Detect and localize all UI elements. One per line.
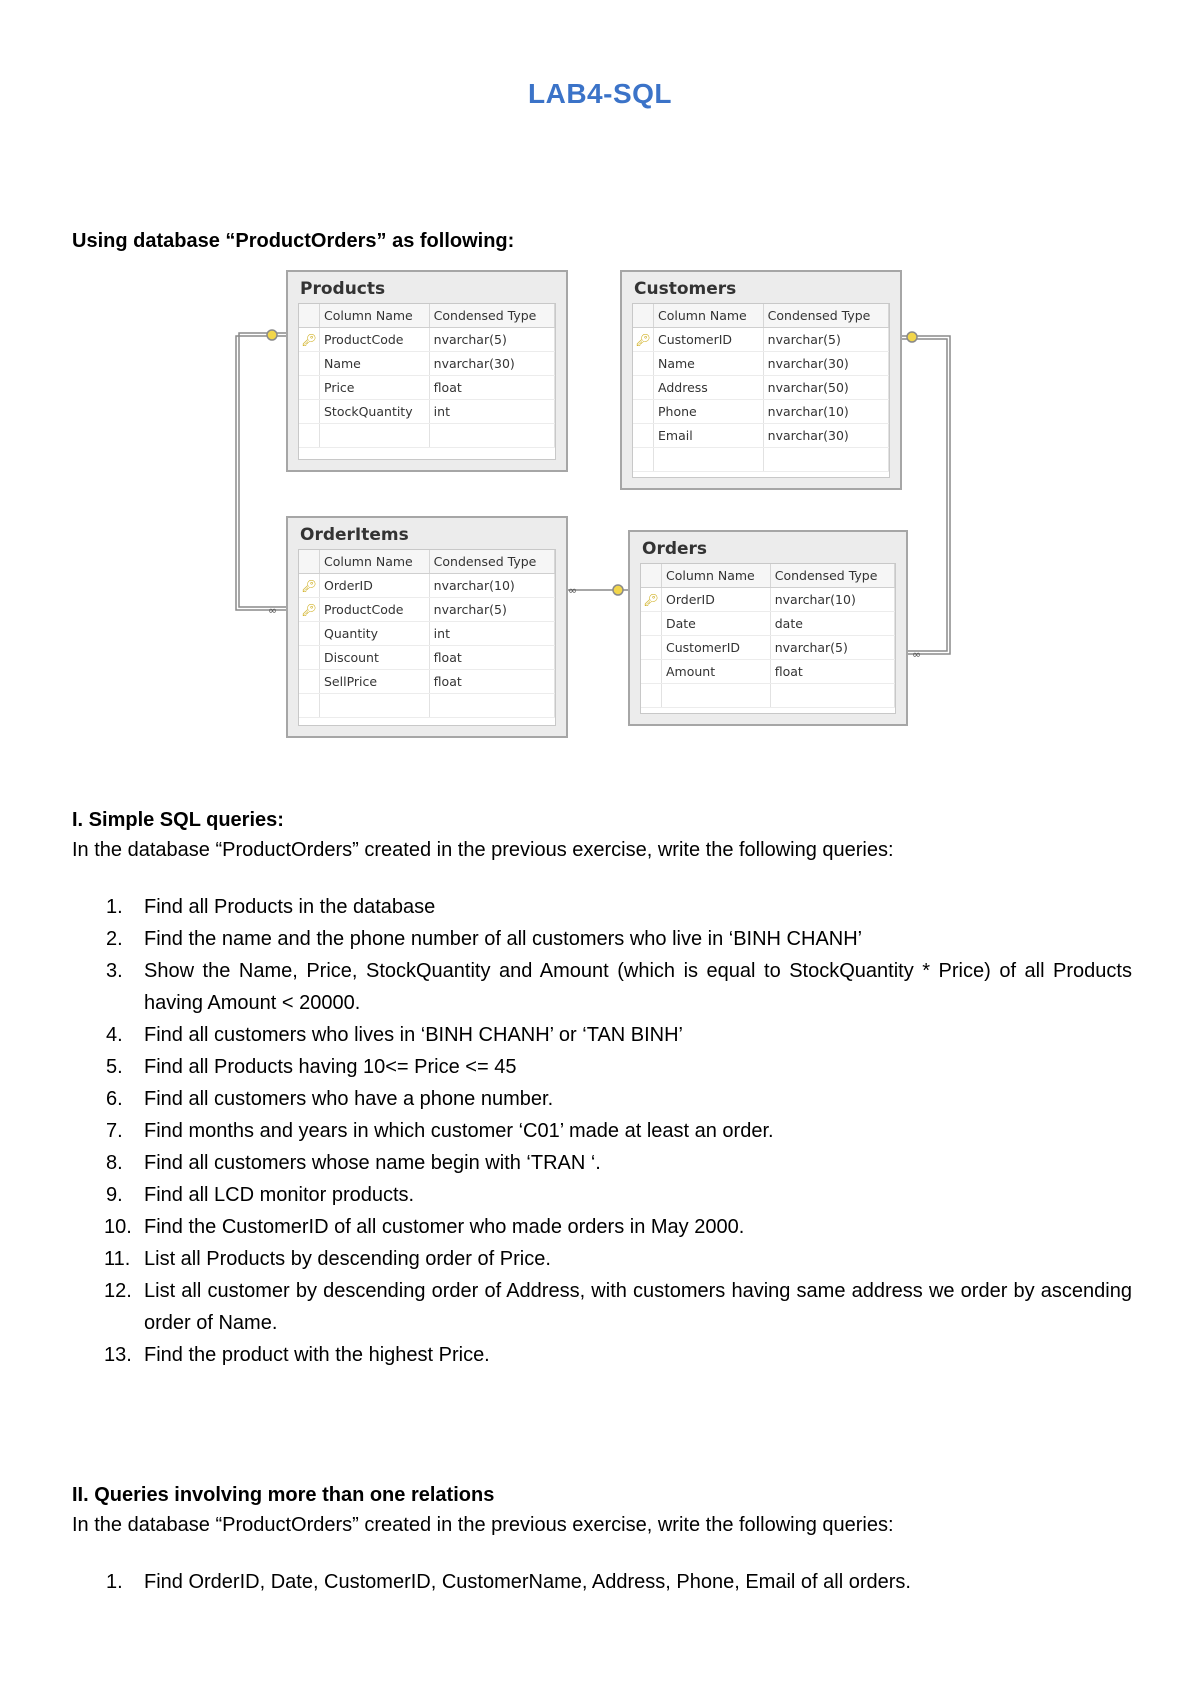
table-row: 🔑︎ OrderID nvarchar(10) xyxy=(299,574,555,598)
list-item: 1. Find OrderID, Date, CustomerID, CustomerName, Address, Phone, Email of all orders. xyxy=(106,1571,911,1593)
table-row: Price float xyxy=(299,376,555,400)
list-item: 11. List all Products by descending order of Price. xyxy=(104,1248,551,1270)
key-icon: 🔑︎ xyxy=(643,593,659,607)
col-header: Column Name xyxy=(320,550,430,574)
page-title: LAB4-SQL xyxy=(528,78,672,109)
key-endpoint-icon xyxy=(907,332,917,342)
infinity-icon: ∞ xyxy=(568,584,578,597)
table-grid xyxy=(632,303,890,478)
table-title: Orders xyxy=(642,539,708,559)
table-title: Customers xyxy=(634,279,737,299)
key-icon: 🔑︎ xyxy=(635,333,651,347)
list-item: 2. Find the name and the phone number of all customers who live in ‘BINH CHANH’ xyxy=(106,928,863,950)
section-simple-queries xyxy=(72,805,1132,1371)
list-item: 12. List all customer by descending order of Address, with customers having same address we order by ascending order of Name. xyxy=(104,1280,1132,1334)
query-list xyxy=(72,891,1132,1371)
col-header: Condensed Type xyxy=(770,564,894,588)
infinity-icon: ∞ xyxy=(268,604,278,617)
table-row: 🔑︎ ProductCode nvarchar(5) xyxy=(299,328,555,352)
col-header: Condensed Type xyxy=(763,304,888,328)
table-row: SellPrice float xyxy=(299,670,555,694)
table-customers[interactable] xyxy=(620,270,902,490)
section-description: In the database “ProductOrders” created in the previous exercise, write the following queries: xyxy=(72,1514,894,1536)
list-item: 10. Find the CustomerID of all customer who made orders in May 2000. xyxy=(104,1216,745,1238)
table-row: Amount float xyxy=(641,660,895,684)
key-endpoint-icon xyxy=(613,585,623,595)
section-heading: II. Queries involving more than one relations xyxy=(72,1484,495,1506)
table-grid xyxy=(640,563,896,714)
query-list xyxy=(72,1566,1132,1598)
table-row: 🔑︎ OrderID nvarchar(10) xyxy=(641,588,895,612)
key-icon: 🔑︎ xyxy=(301,603,317,617)
key-icon: 🔑︎ xyxy=(301,333,317,347)
infinity-icon: ∞ xyxy=(912,648,922,661)
intro-text: Using database “ProductOrders” as following: xyxy=(72,230,515,252)
table-title: Products xyxy=(300,279,386,299)
table-orderitems[interactable] xyxy=(286,516,568,738)
key-icon: 🔑︎ xyxy=(301,579,317,593)
section-description: In the database “ProductOrders” created in the previous exercise, write the following queries: xyxy=(72,839,894,861)
table-row: Address nvarchar(50) xyxy=(633,376,889,400)
table-grid xyxy=(298,303,556,460)
col-header: Condensed Type xyxy=(429,550,554,574)
section-multi-relation-queries xyxy=(72,1480,1132,1598)
table-row: Email nvarchar(30) xyxy=(633,424,889,448)
table-row: Phone nvarchar(10) xyxy=(633,400,889,424)
list-item: 9. Find all LCD monitor products. xyxy=(106,1184,415,1206)
section-heading: I. Simple SQL queries: xyxy=(72,809,284,831)
table-products[interactable] xyxy=(286,270,568,472)
table-row: CustomerID nvarchar(5) xyxy=(641,636,895,660)
table-title: OrderItems xyxy=(300,525,409,545)
list-item: 6. Find all customers who have a phone number. xyxy=(106,1088,554,1110)
table-row: Date date xyxy=(641,612,895,636)
list-item: 4. Find all customers who lives in ‘BINH CHANH’ or ‘TAN BINH’ xyxy=(106,1024,684,1046)
list-item: 8. Find all customers whose name begin with ‘TRAN ‘. xyxy=(106,1152,601,1174)
table-row: Name nvarchar(30) xyxy=(633,352,889,376)
list-item: 5. Find all Products having 10<= Price <= 45 xyxy=(106,1056,517,1078)
table-row: 🔑︎ CustomerID nvarchar(5) xyxy=(633,328,889,352)
col-header: Condensed Type xyxy=(429,304,554,328)
list-item: 3. Show the Name, Price, StockQuantity and Amount (which is equal to StockQuantity * Price) of all Products having Amount < 20000. xyxy=(106,960,1132,1014)
list-item: 7. Find months and years in which customer ‘C01’ made at least an order. xyxy=(106,1120,774,1142)
table-orders[interactable] xyxy=(628,530,908,726)
col-header: Column Name xyxy=(654,304,764,328)
col-header: Column Name xyxy=(320,304,430,328)
table-row: 🔑︎ ProductCode nvarchar(5) xyxy=(299,598,555,622)
table-row: Name nvarchar(30) xyxy=(299,352,555,376)
table-grid xyxy=(298,549,556,726)
list-item: 13. Find the product with the highest Price. xyxy=(104,1344,490,1366)
table-row: StockQuantity int xyxy=(299,400,555,424)
table-row: Quantity int xyxy=(299,622,555,646)
key-endpoint-icon xyxy=(267,330,277,340)
col-header: Column Name xyxy=(662,564,771,588)
list-item: 1. Find all Products in the database xyxy=(106,896,436,918)
relationship-lines xyxy=(0,0,1200,760)
rel-products-orderitems xyxy=(236,336,286,610)
table-row: Discount float xyxy=(299,646,555,670)
